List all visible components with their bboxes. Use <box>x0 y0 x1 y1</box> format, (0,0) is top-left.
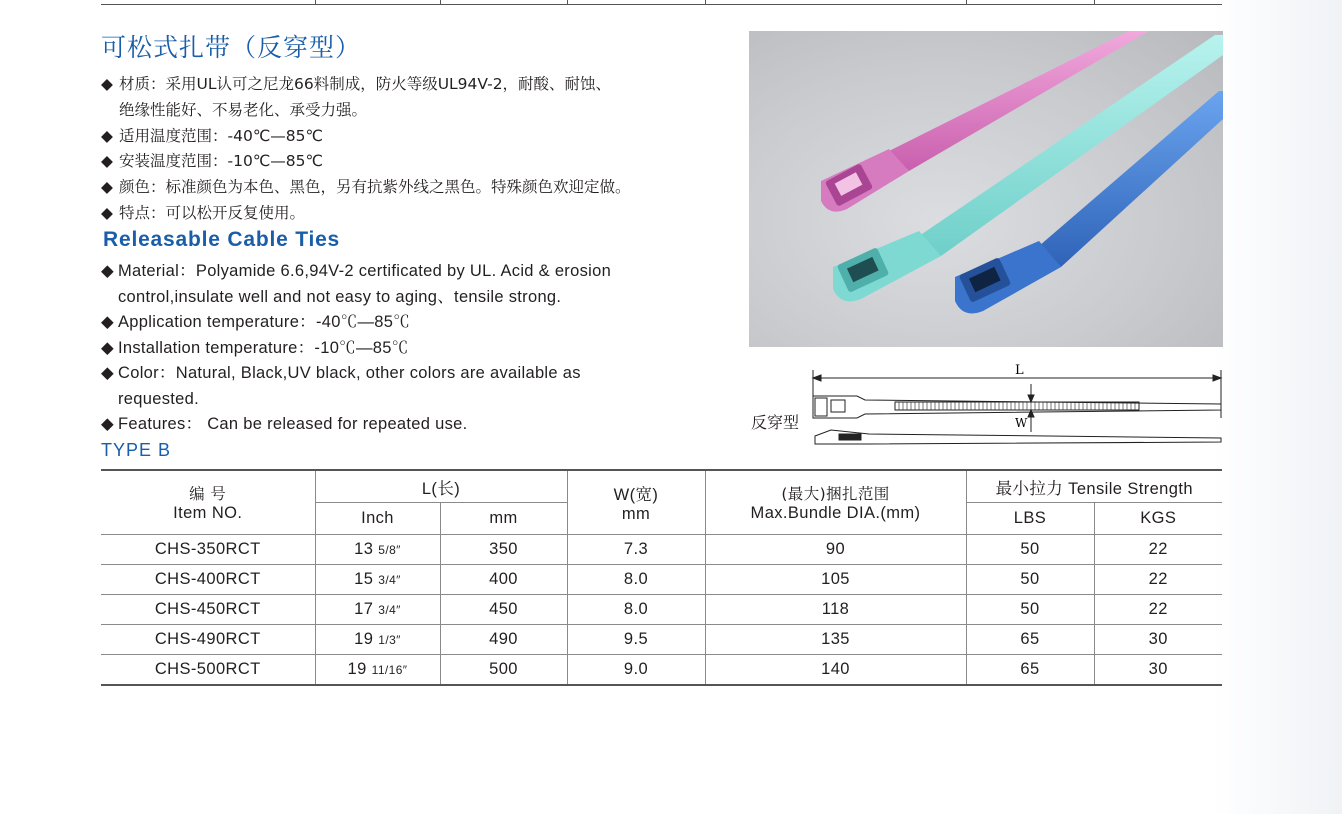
diagram-label: 反穿型 <box>751 413 800 432</box>
dimension-w-label: W <box>1015 416 1028 430</box>
cell-width: 8.0 <box>567 595 705 625</box>
cell-inch: 15 3/4″ <box>315 565 440 595</box>
cell-mm: 490 <box>440 625 567 655</box>
title-english: Releasable Cable Ties <box>103 228 341 251</box>
diamond-bullet-icon: ◆ <box>101 313 114 331</box>
cell-mm: 400 <box>440 565 567 595</box>
header-lbs: LBS <box>966 503 1094 535</box>
cell-bundle: 90 <box>705 535 966 565</box>
cell-kgs: 22 <box>1094 565 1222 595</box>
diamond-bullet-icon: ◆ <box>101 126 113 145</box>
type-label: TYPE B <box>101 440 172 460</box>
tie-teeth-band <box>895 402 1139 410</box>
title-chinese: 可松式扎带（反穿型） <box>101 33 362 62</box>
table-header-row <box>101 470 1222 503</box>
cell-width: 9.5 <box>567 625 705 655</box>
table-row <box>101 655 1222 686</box>
diamond-bullet-icon: ◆ <box>101 364 114 382</box>
product-photo <box>749 31 1223 347</box>
cell-width: 9.0 <box>567 655 705 686</box>
cell-bundle: 118 <box>705 595 966 625</box>
cell-inch: 13 5/8″ <box>315 535 440 565</box>
header-mm: mm <box>440 503 567 535</box>
cell-inch: 19 11/16″ <box>315 655 440 686</box>
cell-bundle: 140 <box>705 655 966 686</box>
cable-ties-illustration <box>749 31 1223 347</box>
cell-lbs: 50 <box>966 535 1094 565</box>
top-table-rule <box>101 0 1222 5</box>
cell-kgs: 22 <box>1094 595 1222 625</box>
dimension-l-label: L <box>1015 363 1024 378</box>
table-row <box>101 565 1222 595</box>
cell-bundle: 105 <box>705 565 966 595</box>
feature-list-english <box>101 259 721 438</box>
feature-cn-application-temp: ◆ 适用温度范围：-40℃—85℃ <box>101 124 721 150</box>
cell-inch: 17 3/4″ <box>315 595 440 625</box>
header-tensile-strength: 最小拉力 Tensile Strength <box>966 470 1222 503</box>
header-inch: Inch <box>315 503 440 535</box>
cell-item: CHS-490RCT <box>101 625 315 655</box>
specification-table <box>101 469 1222 686</box>
header-kgs: KGS <box>1094 503 1222 535</box>
cell-kgs: 30 <box>1094 655 1222 686</box>
header-width: W(宽) mm <box>567 470 705 535</box>
diamond-bullet-icon: ◆ <box>101 262 114 280</box>
feature-cn-material: ◆ 材质：采用UL认可之尼龙66料制成，防火等级UL94V-2，耐酸、耐蚀、 绝缘性能好、不易老化、承受力强。 <box>101 72 721 124</box>
cell-item: CHS-400RCT <box>101 565 315 595</box>
cell-lbs: 50 <box>966 565 1094 595</box>
cell-item: CHS-350RCT <box>101 535 315 565</box>
cell-mm: 450 <box>440 595 567 625</box>
feature-en-material: ◆ Material：Polyamide 6.6,94V-2 certificated by UL. Acid & erosion control,insulate well and not easy to aging、tensile strong. <box>101 259 721 310</box>
feature-list-chinese <box>101 72 721 227</box>
feature-en-features: ◆ Features： Can be released for repeated use. <box>101 412 721 438</box>
table-row <box>101 595 1222 625</box>
diamond-bullet-icon: ◆ <box>101 152 113 171</box>
header-length: L(长) <box>315 470 567 503</box>
feature-en-color: ◆ Color：Natural, Black,UV black, other colors are available as requested. <box>101 361 721 412</box>
cable-tie-dimension-diagram <box>749 360 1229 450</box>
cell-width: 8.0 <box>567 565 705 595</box>
table-row <box>101 625 1222 655</box>
diamond-bullet-icon: ◆ <box>101 415 114 433</box>
diamond-bullet-icon: ◆ <box>101 203 113 222</box>
cell-lbs: 65 <box>966 655 1094 686</box>
diamond-bullet-icon: ◆ <box>101 75 113 93</box>
cell-kgs: 22 <box>1094 535 1222 565</box>
feature-cn-features: ◆ 特点：可以松开反复使用。 <box>101 201 721 227</box>
cell-lbs: 65 <box>966 625 1094 655</box>
table-row <box>101 535 1222 565</box>
feature-en-application-temp: ◆ Application temperature：-40℃—85℃ <box>101 310 721 336</box>
feature-en-installation-temp: ◆ Installation temperature：-10℃—85℃ <box>101 336 721 362</box>
cell-item: CHS-450RCT <box>101 595 315 625</box>
tie-outline-top <box>813 396 1221 418</box>
cell-item: CHS-500RCT <box>101 655 315 686</box>
cell-mm: 500 <box>440 655 567 686</box>
page-edge-shade <box>1212 0 1342 814</box>
cell-inch: 19 1/3″ <box>315 625 440 655</box>
header-max-bundle: (最大)捆扎范围 Max.Bundle DIA.(mm) <box>705 470 966 535</box>
tie-outline-side <box>815 430 1221 444</box>
feature-cn-color: ◆ 颜色：标准颜色为本色、黑色，另有抗紫外线之黑色。特殊颜色欢迎定做。 <box>101 175 721 201</box>
header-item-no: 编 号 Item NO. <box>101 470 315 535</box>
cell-mm: 350 <box>440 535 567 565</box>
feature-cn-installation-temp: ◆ 安装温度范围：-10℃—85℃ <box>101 149 721 175</box>
cell-width: 7.3 <box>567 535 705 565</box>
diamond-bullet-icon: ◆ <box>101 178 113 197</box>
cell-kgs: 30 <box>1094 625 1222 655</box>
cell-bundle: 135 <box>705 625 966 655</box>
cell-lbs: 50 <box>966 595 1094 625</box>
diamond-bullet-icon: ◆ <box>101 338 114 357</box>
